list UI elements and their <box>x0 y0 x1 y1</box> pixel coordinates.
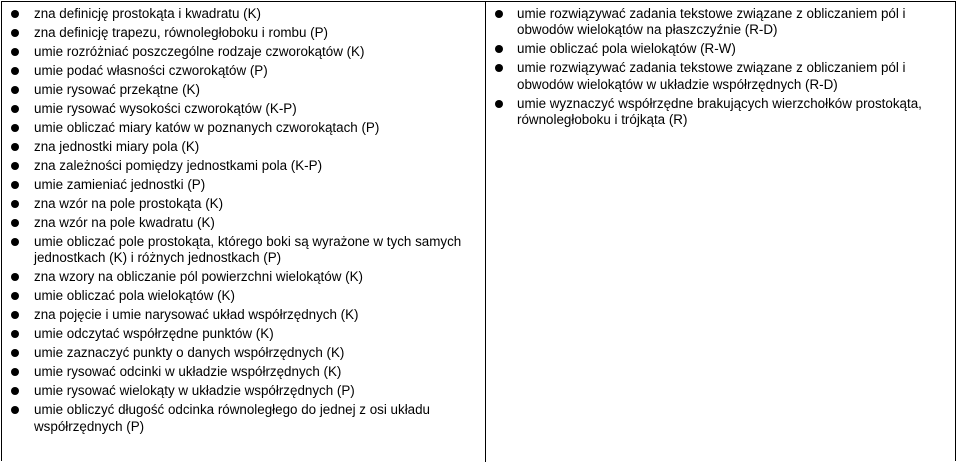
bullet-icon <box>11 200 19 208</box>
bullet-icon <box>11 10 19 18</box>
list-item-text: umie rysować odcinki w układzie współrzędnych (K) <box>34 364 342 380</box>
bullet-icon <box>11 162 19 170</box>
list-item <box>2 364 484 380</box>
bullet-icon <box>11 48 19 56</box>
bullet-icon <box>11 67 19 75</box>
list-item-text: umie podać własności czworokątów (P) <box>34 63 268 78</box>
list-item-text: obwodów wielokątów w układzie współrzędnych (R-D) <box>517 76 838 92</box>
list-item-text: umie obliczać pola wielokątów (K) <box>34 288 235 304</box>
bullet-icon <box>11 311 19 319</box>
bullet-icon <box>495 45 503 53</box>
list-item-text: umie obliczać pola wielokątów (R-W) <box>517 41 736 57</box>
list-item <box>2 82 484 98</box>
bullet-icon <box>11 238 19 246</box>
bullet-icon <box>11 219 19 227</box>
list-item <box>2 44 484 60</box>
list-item-text: umie rozwiązywać zadania tekstowe związane z obliczaniem pól i <box>517 60 906 76</box>
bullet-icon <box>11 406 19 414</box>
bullet-icon <box>11 273 19 281</box>
list-item-text: umie odczytać współrzędne punktów (K) <box>34 326 274 342</box>
list-item <box>2 345 484 361</box>
list-item-text: umie rysować wysokości czworokątów (K-P) <box>34 101 297 116</box>
list-item <box>486 60 956 93</box>
list-item-text: umie obliczać miary katów w poznanych czworokątach (P) <box>34 120 380 135</box>
list-item <box>2 25 484 41</box>
list-item-text: zna wzory na obliczanie pól powierzchni wielokątów (K) <box>34 269 363 285</box>
list-item <box>2 120 484 136</box>
list-item <box>2 402 484 435</box>
bullet-icon <box>11 124 19 132</box>
bullet-icon <box>11 143 19 151</box>
bullet-icon <box>11 86 19 94</box>
list-item-text: zna zależności pomiędzy jednostkami pola (K-P) <box>34 158 323 173</box>
bullet-icon <box>11 349 19 357</box>
right-column-list <box>486 6 956 131</box>
left-column-list <box>2 6 484 438</box>
bullet-icon <box>495 64 503 72</box>
list-item <box>2 288 484 304</box>
list-item-text: umie rozróżniać poszczególne rodzaje czworokątów (K) <box>34 44 365 59</box>
list-item-text: umie obliczyć długość odcinka równoległego do jednej z osi układu <box>34 402 431 418</box>
list-item <box>486 6 956 39</box>
list-item <box>2 158 484 174</box>
list-item-text: równoległoboku i trójkąta (R) <box>517 112 688 128</box>
requirements-table <box>1 1 956 461</box>
bullet-icon <box>11 105 19 113</box>
list-item-text: zna definicję trapezu, równoległoboku i rombu (P) <box>34 25 329 40</box>
bullet-icon <box>11 29 19 37</box>
bullet-icon <box>11 181 19 189</box>
list-item-text: umie rysować wielokąty w układzie współrzędnych (P) <box>34 383 355 399</box>
bullet-icon <box>11 292 19 300</box>
list-item <box>2 196 484 212</box>
list-item-text: umie rysować przekątne (K) <box>34 82 200 97</box>
list-item-text: zna wzór na pole prostokąta (K) <box>34 196 224 211</box>
list-item <box>486 96 956 129</box>
list-item-text: zna definicję prostokąta i kwadratu (K) <box>34 6 262 21</box>
list-item-text: umie zaznaczyć punkty o danych współrzędnych (K) <box>34 345 345 361</box>
list-item-text: współrzędnych (P) <box>34 418 145 434</box>
list-item <box>2 6 484 22</box>
list-item <box>2 326 484 342</box>
list-item <box>2 383 484 399</box>
list-item-text: jednostkach (K) i różnych jednostkach (P) <box>34 250 282 266</box>
bullet-icon <box>11 330 19 338</box>
list-item <box>2 215 484 231</box>
list-item-text: obwodów wielokątów na płaszczyźnie (R-D) <box>517 22 778 38</box>
list-item <box>2 101 484 117</box>
list-item <box>486 41 956 57</box>
list-item <box>2 307 484 323</box>
bullet-icon <box>11 368 19 376</box>
list-item-text: umie wyznaczyć współrzędne brakujących wierzchołków prostokąta, <box>517 95 922 111</box>
list-item <box>2 177 484 193</box>
list-item-text: zna jednostki miary pola (K) <box>34 139 200 154</box>
bullet-icon <box>11 387 19 395</box>
bullet-icon <box>495 100 503 108</box>
list-item-text: umie zamieniać jednostki (P) <box>34 177 206 192</box>
list-item-text: umie obliczać pole prostokąta, którego boki są wyrażone w tych samych <box>34 234 462 249</box>
list-item <box>2 139 484 155</box>
list-item <box>2 63 484 79</box>
list-item-text: zna wzór na pole kwadratu (K) <box>34 215 215 230</box>
list-item <box>2 234 484 267</box>
bullet-icon <box>495 10 503 18</box>
list-item-text: zna pojęcie i umie narysować układ współrzędnych (K) <box>34 307 359 323</box>
list-item <box>2 269 484 285</box>
list-item-text: umie rozwiązywać zadania tekstowe związane z obliczaniem pól i <box>517 6 906 21</box>
